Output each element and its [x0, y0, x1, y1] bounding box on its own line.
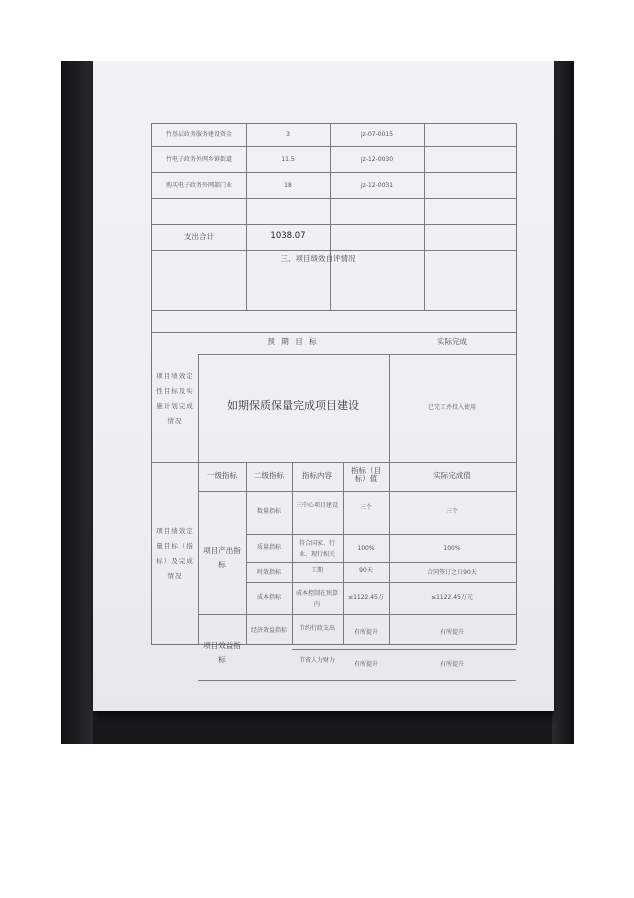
header-level1: 一级指标 — [207, 471, 237, 480]
total-value: 1038.07 — [270, 231, 306, 241]
q-row-2-target: 100% — [357, 545, 375, 552]
q-row-2-level2: 质量指标 — [256, 544, 282, 551]
total-label: 支出合计 — [184, 232, 214, 241]
header-content: 指标内容 — [302, 471, 332, 480]
row-2-code: jz-12-0030 — [360, 156, 394, 163]
header-actual: 实际完成值 — [433, 471, 471, 480]
q-row-6-target: 有所提升 — [353, 661, 379, 668]
header-target: 指标（目标）值 — [351, 466, 381, 483]
paper-sheet — [93, 61, 554, 711]
qualitative-row-label: 项目绩效定性目标及实施计划完成情况 — [156, 372, 194, 425]
actual-text: 已完工并投入使用 — [427, 404, 477, 411]
quantitative-row-label: 项目绩效定量目标（指标）及完成情况 — [156, 527, 194, 580]
q-row-3-content: 工期 — [310, 567, 324, 574]
row-1-amount: 3 — [286, 131, 290, 138]
q-row-3-level2: 时效指标 — [256, 569, 282, 576]
goal-text: 如期保质保量完成项目建设 — [227, 399, 359, 412]
performance-table — [151, 123, 517, 668]
row-2-name: 竹电子政务外网乡镇街道 — [165, 156, 233, 163]
q-row-4-actual: ≤1122.45万元 — [431, 594, 473, 601]
row-1-name: 竹基层政务服务建设资金 — [165, 131, 233, 138]
actual-header: 实际完成 — [437, 337, 467, 346]
document-photo — [61, 61, 574, 744]
paper-shadow — [99, 711, 554, 725]
goal-header: 预 期 目 标 — [267, 337, 319, 346]
row-3-amount: 18 — [284, 182, 292, 189]
q-row-1-actual: 三个 — [445, 508, 459, 515]
q-row-2-actual: 100% — [443, 545, 461, 552]
row-1-code: jz-07-0015 — [360, 131, 394, 138]
header-level2: 二级指标 — [254, 471, 284, 480]
row-3-name: 购买电子政务外网部门业 — [165, 182, 233, 189]
dark-background-left — [61, 61, 93, 744]
q-row-1-content: 三中心项目建设 — [295, 502, 338, 509]
q-row-4-level2: 成本指标 — [256, 594, 282, 601]
q-row-5-content: 节约行政支出 — [298, 625, 335, 632]
q-row-5-target: 有所提升 — [353, 629, 379, 636]
q-row-1-level2: 数量指标 — [256, 508, 282, 515]
q-row-6-content: 节省人力财力 — [298, 657, 335, 664]
q-row-3-actual: 合同签订之日90天 — [427, 569, 477, 576]
q-row-4-target: ≤1122.45万 — [348, 594, 384, 601]
section-title: 三、项目绩效自评情况 — [280, 254, 356, 263]
q-row-3-target: 90天 — [359, 567, 373, 574]
q-row-5-actual: 有所提升 — [439, 629, 465, 636]
q-row-1-target: 三个 — [359, 504, 373, 511]
q-row-5-level2: 经济效益指标 — [250, 627, 287, 634]
q-row-4-content: 成本控制在预算内 — [295, 590, 338, 608]
level1-output: 项目产出指标 — [203, 546, 241, 569]
row-3-code: jz-12-0031 — [360, 182, 394, 189]
q-row-2-content: 符合国家、行业、现行相关 — [298, 540, 335, 558]
q-row-6-actual: 有所提升 — [439, 661, 465, 668]
dark-background-right — [552, 61, 574, 744]
level1-benefit: 项目效益指标 — [203, 641, 241, 664]
row-2-amount: 11.5 — [281, 156, 295, 163]
